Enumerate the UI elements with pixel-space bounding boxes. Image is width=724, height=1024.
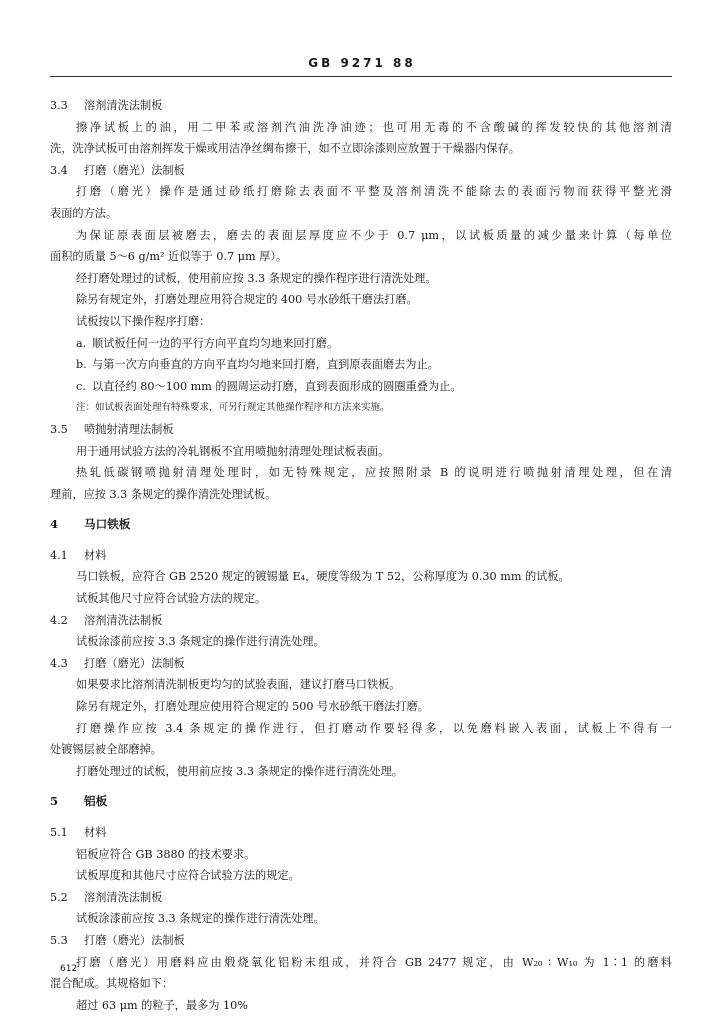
paragraph-line: 除另有规定外，打磨处理应使用符合规定的 500 号水砂纸干磨法打磨。 xyxy=(76,700,429,714)
section-5-heading xyxy=(50,791,672,813)
section-title: 溶剂清洗法制板 xyxy=(84,890,163,904)
section-title: 铝板 xyxy=(84,794,108,809)
section-title: 马口铁板 xyxy=(84,517,131,532)
paragraph-line: 洗，洗净试板可由溶剂挥发干燥或用洁净丝绸布擦干，如不立即涂漆则应放置于干燥器内保存。 xyxy=(50,142,520,156)
section-5-2-heading xyxy=(50,887,672,909)
section-number: 4.2 xyxy=(50,613,68,627)
paragraph-line: 擦净试板上的油，用二甲苯或溶剂汽油洗净油迹；也可用无毒的不含酸碱的挥发较快的其他溶剂清 xyxy=(76,120,672,134)
section-5-3-heading xyxy=(50,930,672,952)
paragraph-line: 用于通用试验方法的冷轧钢板不宜用喷抛射清理处理试板表面。 xyxy=(76,444,390,458)
paragraph-line: 理前，应按 3.3 条规定的操作清洗处理试板。 xyxy=(50,487,277,501)
paragraph-line: 试板厚度和其他尺寸应符合试验方法的规定。 xyxy=(76,869,300,883)
section-4-2-heading xyxy=(50,610,672,632)
list-item xyxy=(50,333,672,355)
list-item-tag: b. xyxy=(76,358,87,372)
list-item-tag: a. xyxy=(76,336,87,350)
list-item xyxy=(50,354,672,376)
paragraph-line: 热轧低碳钢喷抛射清理处理时，如无特殊规定，应按照附录 B 的说明进行喷抛射清理处理，但在清 xyxy=(76,466,672,480)
section-number: 5.1 xyxy=(50,826,68,839)
section-number: 3.3 xyxy=(50,99,68,112)
paragraph-line: 打磨（磨光）用磨料应由煅烧氧化铝粉末组成，并符合 GB 2477 规定，由 W₂₀ ∶ W₁₀ 为 1∶1 的磨料 xyxy=(76,955,672,969)
paragraph-line: 打磨（磨光）操作是通过砂纸打磨除去表面不平整及溶剂清洗不能除去的表面污物而获得平整光滑 xyxy=(76,185,672,199)
section-number: 3.5 xyxy=(50,422,68,436)
paragraph-line: 打磨处理过的试板，使用前应按 3.3 条规定的操作进行清洗处理。 xyxy=(76,764,403,778)
paragraph-line: 打磨操作应按 3.4 条规定的操作进行，但打磨动作要轻得多，以免磨料嵌入表面，试板上不得有一 xyxy=(76,721,672,735)
paragraph-line: 如果要求比溶剂清洗制板更均匀的试验表面，建议打磨马口铁板。 xyxy=(76,678,401,692)
section-number: 4 xyxy=(50,517,59,532)
paragraph-line: 经打磨处理过的试板，使用前应按 3.3 条规定的操作程序进行清洗处理。 xyxy=(76,271,437,285)
section-4-3-heading xyxy=(50,653,672,675)
section-3-4-heading xyxy=(50,160,672,182)
section-number: 3.4 xyxy=(50,163,68,177)
section-title: 溶剂清洗法制板 xyxy=(84,613,163,627)
list-item-text: 与第一次方向垂直的方向平直均匀地来回打磨，直到原表面磨去为止。 xyxy=(92,358,439,372)
header-rule xyxy=(50,76,672,77)
paragraph-line: 混合配成。其规格如下： xyxy=(50,977,174,991)
section-title: 打磨（磨光）法制板 xyxy=(84,656,185,670)
paragraph-line: 面积的质量 5～6 g/m² 近似等于 0.7 μm 厚）。 xyxy=(50,250,288,264)
note: 注：如试板表面处理有特殊要求，可另行规定其他操作程序和方法来实施。 xyxy=(76,402,390,414)
paragraph-line: 处镀锡层被全部磨掉。 xyxy=(50,743,162,757)
paragraph-line: 试板按以下操作程序打磨： xyxy=(76,314,211,328)
paragraph-line: 为保证原表面层被磨去，磨去的表面层厚度应不少于 0.7 μm，以试板质量的减少量来计算（每单位 xyxy=(76,228,672,242)
paragraph-line: 试板其他尺寸应符合试验方法的规定。 xyxy=(76,592,267,606)
page-number: 612 xyxy=(60,964,78,974)
standard-header: GB 9271 88 xyxy=(308,56,416,70)
paragraph-line: 除另有规定外，打磨处理应用符合规定的 400 号水砂纸干磨法打磨。 xyxy=(76,293,418,307)
section-title: 打磨（磨光）法制板 xyxy=(84,933,185,947)
list-item-text: 顺试板任何一边的平行方向平直均匀地来回打磨。 xyxy=(92,336,339,350)
section-number: 5 xyxy=(50,794,59,809)
section-title: 打磨（磨光）法制板 xyxy=(84,163,185,177)
section-4-1-heading xyxy=(50,545,672,567)
section-3-3-heading xyxy=(50,95,672,117)
paragraph-line: 超过 63 μm 的粒子，最多为 10% xyxy=(76,998,248,1012)
section-5-1-heading xyxy=(50,822,672,844)
section-4-heading xyxy=(50,514,672,536)
section-number: 4.3 xyxy=(50,656,68,670)
paragraph-line: 铝板应符合 GB 3880 的技术要求。 xyxy=(76,847,256,861)
list-item-text: 以直径约 80～100 mm 的圆周运动打磨，直到表面形成的圆圈重叠为止。 xyxy=(92,379,462,393)
paragraph-line: 马口铁板，应符合 GB 2520 规定的镀锡量 E₄，硬度等级为 T 52，公称厚度为 0.30 mm 的试板。 xyxy=(76,570,570,584)
section-number: 5.2 xyxy=(50,890,68,904)
section-title: 喷抛射清理法制板 xyxy=(84,422,174,436)
section-number: 5.3 xyxy=(50,933,68,947)
list-item-tag: c. xyxy=(76,379,86,393)
list-item xyxy=(50,376,672,398)
section-3-5-heading xyxy=(50,419,672,441)
section-title: 溶剂清洗法制板 xyxy=(84,99,163,112)
paragraph-line: 表面的方法。 xyxy=(50,206,118,220)
paragraph-line: 试板涂漆前应按 3.3 条规定的操作进行清洗处理。 xyxy=(76,912,325,926)
section-number: 4.1 xyxy=(50,548,68,562)
section-title: 材料 xyxy=(84,826,107,839)
paragraph-line: 试板涂漆前应按 3.3 条规定的操作进行清洗处理。 xyxy=(76,635,325,649)
section-title: 材料 xyxy=(84,548,107,562)
document-body xyxy=(50,95,672,1016)
